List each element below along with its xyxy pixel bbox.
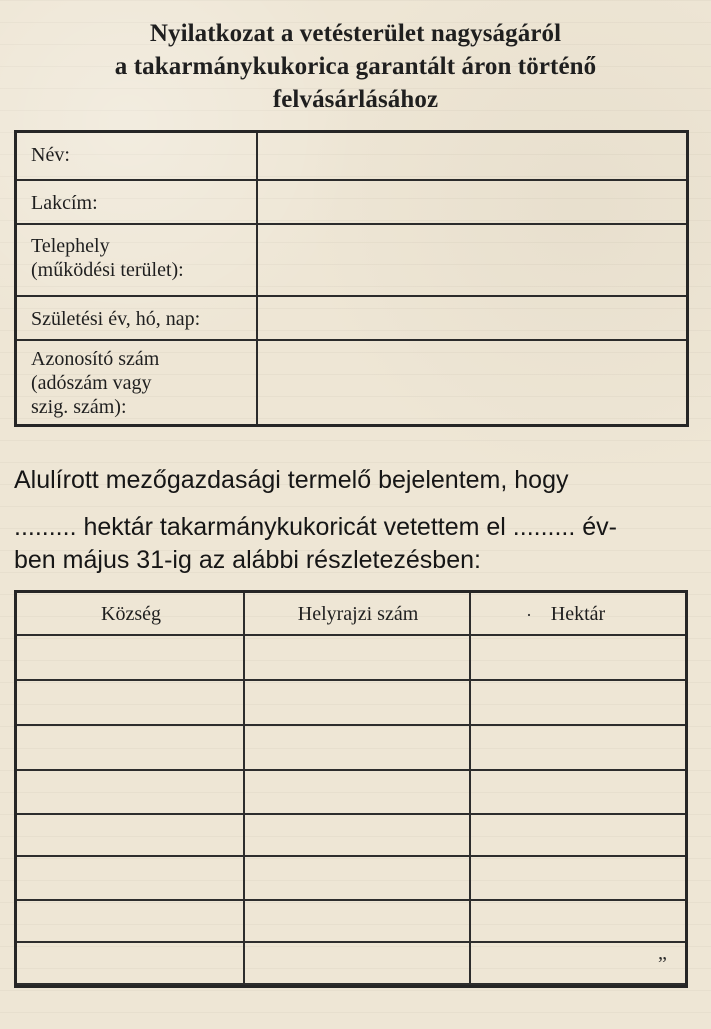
header-hektar: Hektár bbox=[550, 603, 606, 625]
parcel-table-header bbox=[17, 593, 685, 636]
declaration-line-3: ben május 31-ig az alábbi részletezésben: bbox=[14, 546, 481, 574]
info-label-site bbox=[17, 225, 258, 295]
info-value-id-number[interactable] bbox=[258, 341, 686, 424]
info-row-id-number bbox=[17, 341, 686, 424]
title-line-1: Nyilatkozat a vetésterület nagyságáról bbox=[149, 20, 562, 47]
declaration-line-2: ......... hektár takarmánykukoricát vetettem el ......... év- bbox=[14, 513, 617, 541]
info-row-birthdate bbox=[17, 297, 686, 341]
header-helyrajzi-szam: Helyrajzi szám bbox=[297, 603, 419, 625]
info-label-line: (adószám vagy bbox=[31, 372, 152, 394]
table-row bbox=[17, 815, 685, 857]
title-line-2: a takarmánykukorica garantált áron történő bbox=[114, 53, 597, 80]
table-row bbox=[17, 681, 685, 726]
table-row bbox=[17, 857, 685, 901]
table-row bbox=[17, 636, 685, 681]
table-row bbox=[17, 943, 685, 985]
info-row-site bbox=[17, 225, 686, 297]
info-value-name[interactable] bbox=[258, 133, 686, 179]
title-line-3: felvásárlásához bbox=[272, 86, 439, 113]
info-label-birthdate bbox=[17, 297, 258, 339]
info-label-line: Azonosító szám bbox=[31, 348, 160, 370]
info-label-line: (működési terület): bbox=[31, 259, 184, 281]
table-row bbox=[17, 726, 685, 771]
info-row-name bbox=[17, 133, 686, 181]
info-label-line: Születési év, hó, nap: bbox=[31, 308, 201, 330]
table-row bbox=[17, 771, 685, 815]
info-label-line: szig. szám): bbox=[31, 396, 127, 418]
quote-mark: ” bbox=[658, 953, 667, 975]
personal-info-table bbox=[14, 130, 689, 427]
info-label-address bbox=[17, 181, 258, 223]
declaration-line-1: Alulírott mezőgazdasági termelő bejelentem, hogy bbox=[14, 466, 569, 494]
info-label-id-number bbox=[17, 341, 258, 424]
info-value-address[interactable] bbox=[258, 181, 686, 223]
info-label-line: Név: bbox=[31, 144, 70, 166]
parcel-table bbox=[14, 590, 688, 988]
info-label-line: Telephely bbox=[31, 235, 110, 257]
info-value-birthdate[interactable] bbox=[258, 297, 686, 339]
info-label-line: Lakcím: bbox=[31, 192, 98, 214]
info-value-site[interactable] bbox=[258, 225, 686, 295]
hektar-dot-mark: · bbox=[526, 605, 532, 625]
document-title bbox=[40, 17, 671, 116]
info-label-name bbox=[17, 133, 258, 179]
info-row-address bbox=[17, 181, 686, 225]
table-row bbox=[17, 901, 685, 943]
header-kozseg: Község bbox=[101, 603, 161, 625]
